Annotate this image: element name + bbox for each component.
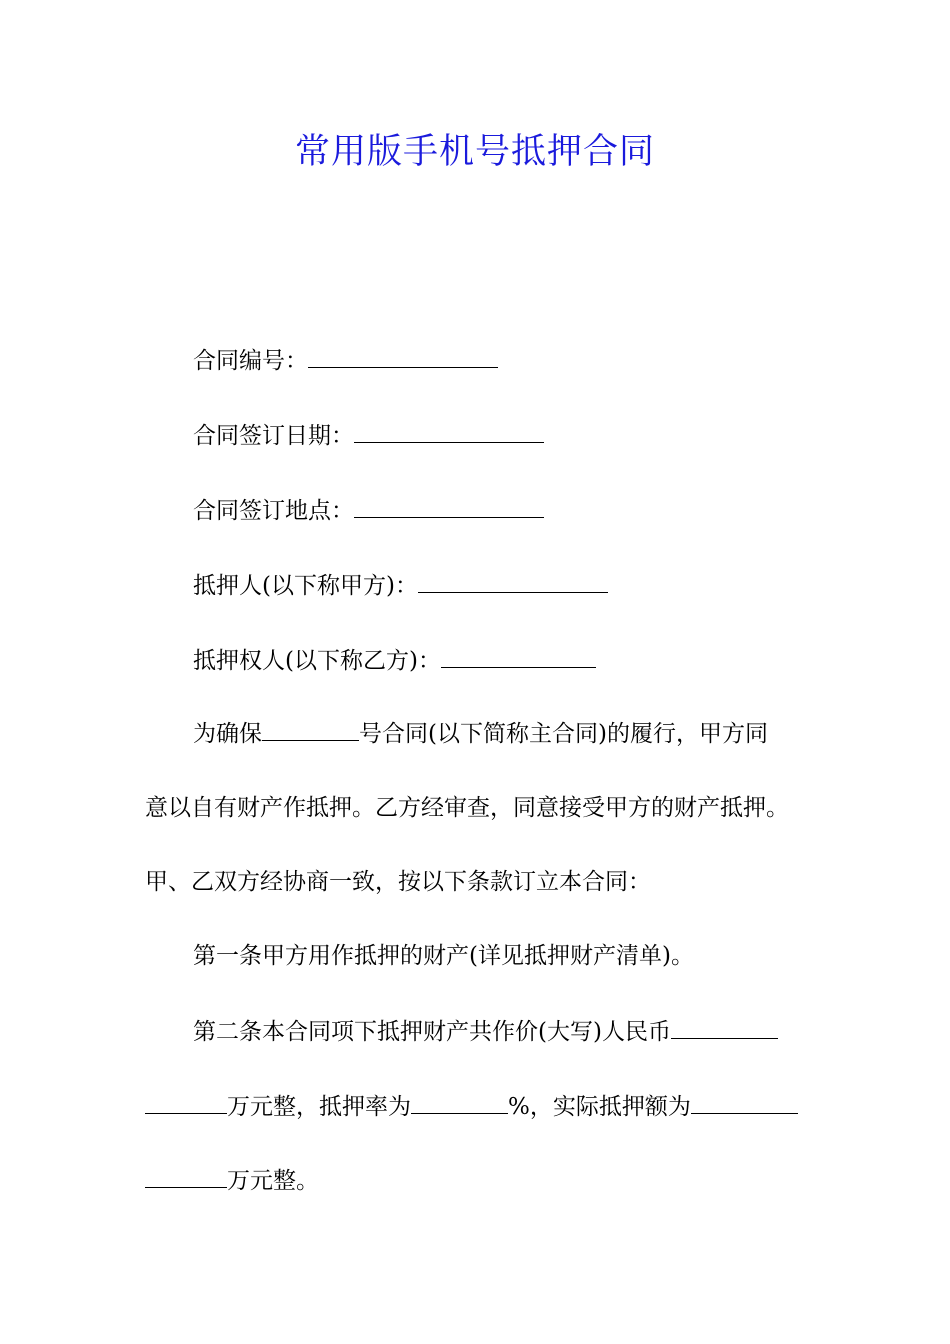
article2-line2 — [145, 1089, 798, 1124]
sign-date-label: 合同签订日期： — [193, 423, 354, 449]
sign-date-blank[interactable] — [354, 418, 544, 443]
article2-text-2a: 万元整，抵押率为 — [227, 1094, 411, 1120]
article1-line: 第一条甲方用作抵押的财产(详见抵押财产清单)。 — [193, 943, 694, 969]
valuation-amount-blank-cont[interactable] — [145, 1089, 227, 1114]
mortgagor-blank[interactable] — [418, 568, 608, 593]
contract-number-line — [193, 343, 498, 378]
mortgagee-blank[interactable] — [441, 643, 596, 668]
paragraph1-text-b: 号合同(以下简称主合同)的履行，甲方同 — [359, 721, 768, 747]
paragraph1-line1 — [193, 716, 768, 751]
sign-place-blank[interactable] — [354, 493, 544, 518]
mortgagor-line — [193, 568, 608, 603]
document-title: 常用版手机号抵押合同 — [294, 132, 655, 172]
contract-number-label: 合同编号： — [193, 348, 308, 374]
main-contract-number-blank[interactable] — [262, 716, 359, 741]
sign-date-line — [193, 418, 544, 453]
mortgagor-label: 抵押人(以下称甲方)： — [193, 573, 418, 599]
article2-text-3: 万元整。 — [227, 1168, 319, 1194]
paragraph1-line3: 甲、乙双方经协商一致，按以下条款订立本合同： — [145, 869, 651, 895]
actual-amount-blank[interactable] — [691, 1089, 798, 1114]
actual-amount-blank-cont[interactable] — [145, 1163, 227, 1188]
sign-place-label: 合同签订地点： — [193, 498, 354, 524]
mortgagee-line — [193, 643, 596, 678]
mortgage-rate-blank[interactable] — [411, 1089, 508, 1114]
valuation-amount-blank[interactable] — [671, 1014, 778, 1039]
sign-place-line — [193, 493, 544, 528]
paragraph1-line2: 意以自有财产作抵押。乙方经审查，同意接受甲方的财产抵押。 — [145, 795, 789, 821]
mortgagee-label: 抵押权人(以下称乙方)： — [193, 648, 441, 674]
article2-text-2b: %，实际抵押额为 — [508, 1094, 691, 1120]
article2-text-1: 第二条本合同项下抵押财产共作价(大写)人民币 — [193, 1019, 671, 1045]
paragraph1-text-a: 为确保 — [193, 721, 262, 747]
article2-line3 — [145, 1163, 319, 1198]
article2-line1 — [193, 1014, 778, 1049]
contract-number-blank[interactable] — [308, 343, 498, 368]
